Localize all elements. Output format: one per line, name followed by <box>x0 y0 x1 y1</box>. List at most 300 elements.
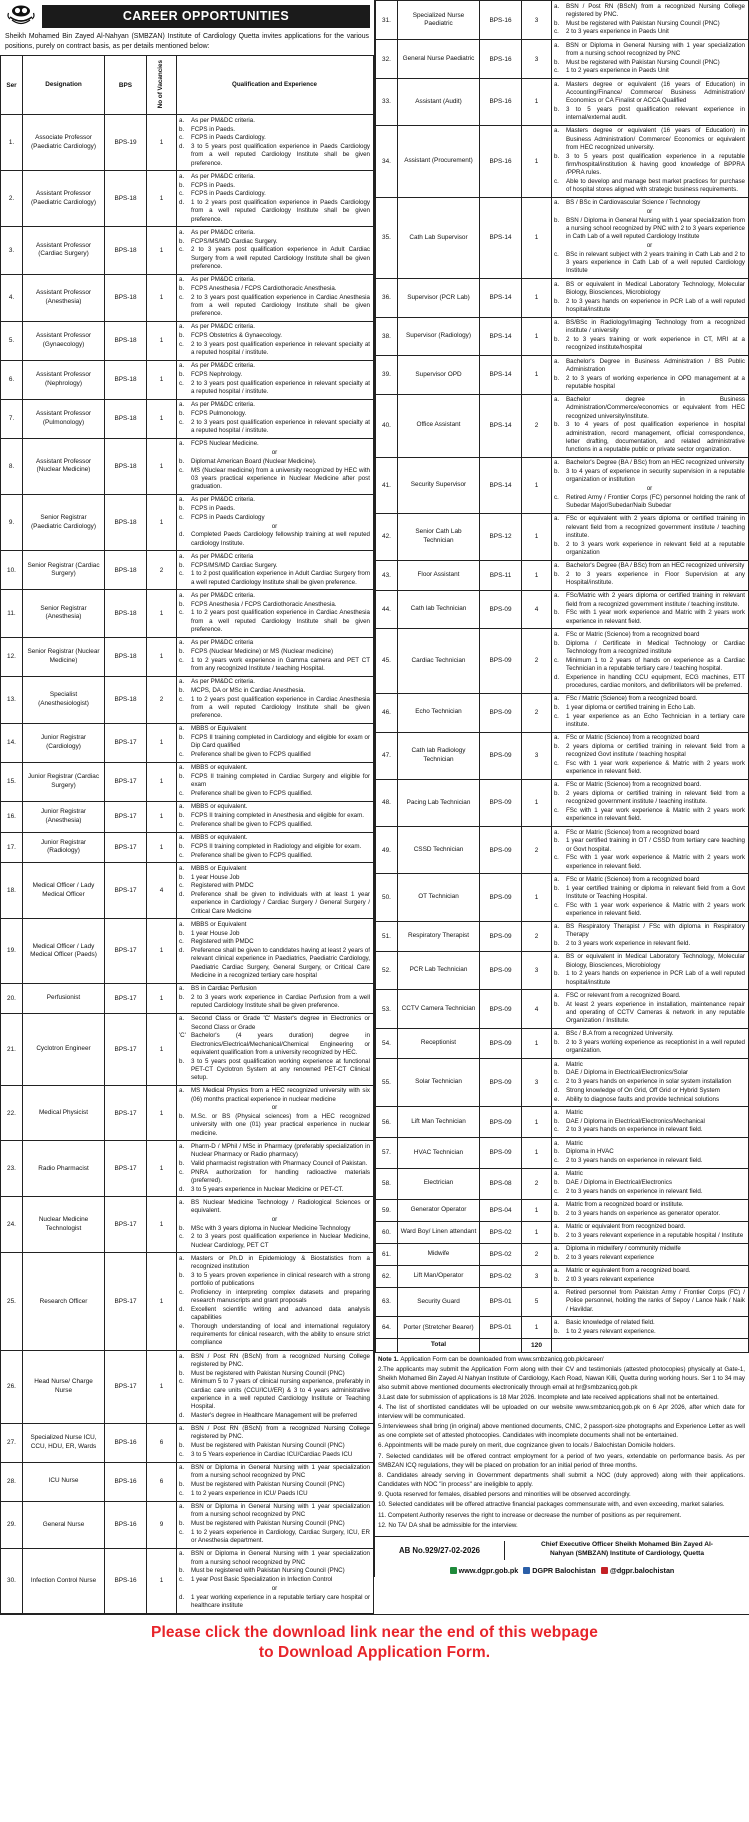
cell-ser: 33. <box>376 79 398 126</box>
qualification-marker: c. <box>179 851 184 859</box>
qualification-text: 2 to 3 years working experience as receptionist in a well reputed organization. <box>566 1039 745 1055</box>
cell-qualification <box>177 983 374 1013</box>
qualification-list <box>554 81 745 123</box>
qualification-item <box>179 891 370 916</box>
vacancy-table-right <box>375 0 749 1353</box>
qualification-text: MS (Nuclear medicine) from a university recognized by HEC with 03 years practical experience in Nuclear Medicine after post graduation. <box>191 466 370 491</box>
qualification-item <box>179 1481 370 1489</box>
qualification-text: 1 year House Job <box>191 873 240 881</box>
qualification-item <box>554 923 745 940</box>
cell-ser: 19. <box>1 919 23 983</box>
qualification-marker: a. <box>554 199 560 207</box>
cell-vacancies: 2 <box>522 394 552 457</box>
qualification-item <box>554 20 745 28</box>
table-row <box>376 1 749 40</box>
cell-designation: Junior Registrar (Radiology) <box>23 832 105 863</box>
cell-ser: 49. <box>376 827 398 874</box>
qualification-marker: b. <box>179 505 185 513</box>
qualification-list <box>179 803 370 829</box>
qualification-marker: a. <box>554 1289 560 1296</box>
qualification-list <box>554 1170 745 1196</box>
qualification-marker: b. <box>554 152 560 160</box>
qualification-marker: b. <box>554 742 560 750</box>
qualification-list <box>554 1289 745 1314</box>
table-row <box>376 317 749 356</box>
qualification-marker: c. <box>179 293 184 301</box>
cell-ser: 35. <box>376 197 398 278</box>
qualification-item <box>179 323 370 331</box>
cell-designation: Senior Registrar (Nuclear Medicine) <box>23 637 105 676</box>
cell-vacancies: 1 <box>147 832 177 863</box>
cell-bps: BPS-09 <box>480 1107 522 1138</box>
qualification-marker: a. <box>179 1254 185 1262</box>
qualification-item <box>179 648 370 656</box>
cell-qualification <box>177 590 374 637</box>
cell-designation: Midwife <box>398 1243 480 1265</box>
qualification-text: BS Nuclear Medicine Technology / Radiological Sciences or equivalent. <box>191 1198 370 1215</box>
qualification-text: Masters degree or equivalent (16 years of Education) in Accounting/Finance/ Commerce/ Business Administration/ Economics or CA Finalist or ACCA Qualified <box>566 80 745 104</box>
qualification-text: 3 to 5 years post qualification experience in a reputable firm/hospital/institution & having good knowledge of BPPRA /PPRA rules. <box>566 152 745 176</box>
table-row <box>376 79 749 126</box>
qualification-text: FSc / Matric (Science) from a recognized board. <box>566 695 698 702</box>
qualification-item <box>554 1245 745 1253</box>
cell-bps: BPS-16 <box>105 1501 147 1548</box>
cell-bps: BPS-02 <box>480 1265 522 1287</box>
cell-qualification <box>177 1423 374 1462</box>
cell-ser: 20. <box>1 983 23 1013</box>
qualification-item <box>179 562 370 570</box>
qualification-marker: a. <box>554 319 560 326</box>
qualification-list <box>179 1255 370 1348</box>
qualification-list <box>554 1223 745 1240</box>
cell-designation: Office Assistant <box>398 394 480 457</box>
cell-qualification <box>552 1199 749 1221</box>
cell-ser: 5. <box>1 321 23 360</box>
qualification-marker: d. <box>179 947 185 955</box>
qualification-marker: a. <box>179 172 185 180</box>
cell-qualification <box>177 1548 374 1613</box>
qualification-item <box>179 531 370 548</box>
qualification-text: BS in Cardiac Perfusion <box>191 985 257 993</box>
qualification-item <box>554 970 745 987</box>
cell-ser: 56. <box>376 1107 398 1138</box>
qualification-marker: b. <box>554 1209 560 1217</box>
cell-bps: BPS-16 <box>480 40 522 79</box>
cell-designation: Medical Officer / Lady Medical Officer (Paeds) <box>23 919 105 983</box>
qualification-item <box>179 821 370 829</box>
cell-bps: BPS-02 <box>480 1221 522 1243</box>
qualification-list <box>554 1245 745 1262</box>
qualification-list <box>179 921 370 980</box>
ceo-line-2: Nahyan (SMBZAN) Institute of Cardiology, Quetta <box>549 1550 705 1558</box>
qualification-text: At least 2 years experience in installation, maintenance repair and operating of CCTV Cameras & network in any reputable Organization / Institute. <box>566 1000 745 1024</box>
qualification-marker: b. <box>554 703 560 711</box>
qualification-item <box>554 59 745 67</box>
qualification-item <box>179 246 370 271</box>
cell-bps: BPS-17 <box>105 1013 147 1085</box>
qualification-item <box>554 1030 745 1038</box>
qualification-list <box>554 592 745 626</box>
cell-designation: Infection Control Nurse <box>23 1548 105 1613</box>
cell-designation: OT Technician <box>398 874 480 921</box>
column-header-designation: Designation <box>23 56 105 115</box>
qualification-list <box>554 876 745 918</box>
cell-qualification <box>177 274 374 321</box>
qualification-text: 2 years diploma or certified training in relevant field from a recognized Govt institute / teaching hospital <box>566 742 745 758</box>
qualification-text: Completed Paeds Cardiology fellowship training at well reputed cardiology Institute. <box>191 531 370 547</box>
qualification-marker: a. <box>179 678 185 686</box>
cell-bps: BPS-18 <box>105 637 147 676</box>
qualification-item <box>554 1179 745 1187</box>
qualification-list <box>179 1199 370 1250</box>
qualification-item <box>554 1061 745 1069</box>
qualification-item <box>554 1328 745 1336</box>
qualification-marker: c. <box>554 177 559 185</box>
qualification-marker: a. <box>179 920 185 928</box>
qualification-item <box>179 921 370 929</box>
qualification-marker: a. <box>179 764 185 772</box>
qualification-marker: a. <box>179 1015 185 1023</box>
cell-bps: BPS-17 <box>105 723 147 762</box>
cell-designation: Supervisor (PCR Lab) <box>398 279 480 318</box>
page-header <box>0 0 374 55</box>
qualification-marker: a. <box>179 864 185 872</box>
qualification-item <box>179 285 370 293</box>
cell-bps: BPS-18 <box>105 360 147 399</box>
website-link[interactable] <box>450 1566 519 1575</box>
qualification-item <box>179 553 370 561</box>
qualification-marker: a. <box>179 1464 185 1472</box>
cell-vacancies: 1 <box>147 321 177 360</box>
cell-ser: 32. <box>376 40 398 79</box>
qualification-list <box>179 834 370 860</box>
cell-vacancies: 1 <box>522 125 552 197</box>
qualification-list <box>554 923 745 948</box>
qualification-item <box>179 467 370 492</box>
qualification-text: Must be registered with Pakistan Nursing Council (PNC) <box>191 1481 345 1489</box>
qualification-item <box>179 1058 370 1083</box>
cell-ser: 8. <box>1 438 23 494</box>
cell-bps: BPS-09 <box>480 921 522 951</box>
qualification-item <box>554 1319 745 1327</box>
facebook-link[interactable] <box>523 1566 596 1575</box>
qualification-marker: b. <box>554 1327 560 1335</box>
cell-bps: BPS-16 <box>105 1462 147 1501</box>
qualification-text: 2 to 3 years post qualification experience in relevant specialty at a reputed hospital / institute. <box>191 379 370 396</box>
qualification-item <box>179 687 370 695</box>
qualification-text: BSN / Post RN (BScN) from a recognized Nursing College registered by PNC. <box>191 1425 370 1441</box>
qualification-marker: a. <box>179 1503 185 1511</box>
cell-designation: Solar Technician <box>398 1059 480 1107</box>
qualification-marker: b. <box>179 561 185 569</box>
cell-vacancies: 3 <box>522 1059 552 1107</box>
qualification-marker: a. <box>554 562 560 569</box>
qualification-marker: c. <box>554 493 559 501</box>
cell-designation: Cyclotron Engineer <box>23 1013 105 1085</box>
total-row <box>376 1339 749 1353</box>
qualification-marker: b. <box>179 600 185 608</box>
cell-qualification <box>177 1197 374 1253</box>
qualification-text: FSc with 1 year work experience & Matric with 2 years work experience in relevant field. <box>566 901 745 917</box>
table-header-row <box>1 56 374 115</box>
qualification-text: FCPS in Paeds. <box>191 505 236 513</box>
qualification-text: Preference shall be given to FCPS qualified. <box>191 820 313 828</box>
qualification-marker: a. <box>554 80 560 88</box>
qualification-marker: d. <box>179 143 185 151</box>
qualification-item <box>554 902 745 919</box>
qualification-text: Diploma / Certificate in Medical Technology or Cardiac Technology from a recognized institute <box>566 639 745 655</box>
globe-icon <box>450 1567 457 1574</box>
cell-designation: Assistant (Audit) <box>398 79 480 126</box>
qualification-text: Bachelor's Degree (BA / BSc) from an HEC recognized university <box>566 459 745 467</box>
qualification-marker: b. <box>554 1179 560 1186</box>
qualification-list <box>179 1353 370 1421</box>
cell-qualification <box>552 1 749 40</box>
cell-qualification <box>177 360 374 399</box>
qualification-text: 1 to 2 years experience in Paeds Unit <box>566 67 669 75</box>
table-body-left <box>1 115 374 1613</box>
cell-vacancies: 1 <box>522 317 552 356</box>
qualification-list <box>554 695 745 729</box>
cell-bps: BPS-14 <box>480 457 522 513</box>
table-row <box>1 762 374 801</box>
qualification-marker: b. <box>554 1039 560 1046</box>
cell-bps: BPS-16 <box>105 1423 147 1462</box>
qualification-item <box>554 609 745 626</box>
cell-designation: Porter (Stretcher Bearer) <box>398 1317 480 1339</box>
table-row <box>1 227 374 274</box>
qualification-item <box>179 1464 370 1481</box>
qualification-text: 1 to 2 years relevant experience. <box>566 1327 656 1335</box>
qualification-marker: b. <box>554 940 560 947</box>
qualification-item <box>179 1378 370 1411</box>
cell-ser: 14. <box>1 723 23 762</box>
youtube-link[interactable] <box>601 1566 675 1575</box>
cell-vacancies: 1 <box>522 1107 552 1138</box>
qualification-text: BS or equivalent in Medical Laboratory Technology, Molecular Biology, Biosciences, Microbiology <box>566 280 745 296</box>
cell-qualification <box>552 1059 749 1107</box>
qualification-marker: b. <box>554 1275 560 1283</box>
qualification-marker: a. <box>554 1170 560 1178</box>
cell-qualification <box>552 317 749 356</box>
cell-designation: ICU Nurse <box>23 1462 105 1501</box>
qualification-item <box>554 42 745 59</box>
qualification-item <box>554 1170 745 1178</box>
note-item: 7. Selected candidates will be offered contract employment for a period of two years, extendable on performance basis. As per SMBZAN ICQ regulations, they will be placed on probation for an initial period of three months. <box>378 1452 745 1469</box>
qualification-marker: b. <box>554 790 560 797</box>
footer-bar <box>375 1536 749 1563</box>
cell-qualification <box>552 197 749 278</box>
qualification-text: MCPS, DA or MSc in Cardiac Anesthesia. <box>191 686 306 694</box>
cell-qualification <box>177 1141 374 1197</box>
cell-vacancies: 1 <box>522 457 552 513</box>
advertisement-number: AB No.929/27-02-2026 <box>375 1541 505 1560</box>
cell-bps: BPS-12 <box>480 513 522 560</box>
table-row <box>376 279 749 318</box>
qualification-item <box>179 812 370 820</box>
cell-vacancies: 4 <box>522 990 552 1029</box>
qualification-text: M.Sc. or BS (Physical sciences) from a HEC recognized university with one (01) year practical experience in nuclear medicine. <box>191 1113 370 1137</box>
qualification-text: 2 to 3 years hands on experience as generator operator. <box>566 1209 721 1217</box>
table-row <box>376 990 749 1029</box>
cell-bps: BPS-09 <box>480 951 522 990</box>
cell-qualification <box>552 921 749 951</box>
qualification-marker: b. <box>554 837 560 845</box>
qualification-item <box>554 1188 745 1196</box>
note-item: 4. The list of shortlisted candidates will be uploaded on our website www.smbzanicq.gob.pk on 6 Apr 2026, after which date for interview will be communicated. <box>378 1404 745 1421</box>
qualification-text: BSc / B.A from a recognized University. <box>566 1030 674 1038</box>
qualification-list <box>554 358 745 392</box>
cell-vacancies: 1 <box>147 983 177 1013</box>
qualification-list <box>179 1550 370 1610</box>
qualification-text: DAE / Diploma in Electrical/Electronics <box>566 1179 672 1186</box>
qualification-text: BSc in relevant subject with 2 years training in Cath Lab and 2 to 3 years experience in Cath Lab of a well reputed Cardiology Institute <box>566 250 745 275</box>
cell-qualification <box>177 494 374 551</box>
qualification-text: Registered with PMDC <box>191 938 254 946</box>
qualification-text: MBBS or equivalent. <box>191 764 248 772</box>
qualification-marker: b. <box>179 332 185 340</box>
qualification-text: FSc with 1 year work experience & Matric with 2 years work experience in relevant field. <box>566 854 745 870</box>
cell-vacancies: 1 <box>522 197 552 278</box>
cell-vacancies: 1 <box>147 360 177 399</box>
qualification-text: 1 to 2 years experience in Cardiology, Cardiac Surgery, ICU, ER or Anesthesia department. <box>191 1528 370 1545</box>
qualification-text: BS or equivalent in Medical Laboratory Technology, Molecular Biology, Biosciences, Microbiology <box>566 953 745 969</box>
qualification-text: Bachelor's Degree (BA / BSc) from an HEC recognized university <box>566 562 745 569</box>
qualification-text: BS Respiratory Therapist / FSc with diploma in Respiratory Therapy <box>566 923 745 939</box>
qualification-text: FCPS/MS/MD Cardiac Surgery. <box>191 237 278 245</box>
table-row <box>376 457 749 513</box>
cell-vacancies: 2 <box>147 551 177 590</box>
qualification-text: 1 to 2 post qualification experience in Adult Cardiac Surgery from a well reputed Cardiology Institute shall be given preference. <box>191 570 370 586</box>
table-row <box>1 1462 374 1501</box>
cell-designation: Radio Pharmacist <box>23 1141 105 1197</box>
qualification-list <box>554 734 745 776</box>
qualification-marker: b. <box>179 1159 185 1167</box>
qualification-item <box>179 938 370 946</box>
qualification-marker: b. <box>179 371 185 379</box>
facebook-handle: DGPR Balochistan <box>532 1565 596 1575</box>
qualification-text: 2 to 3 years post qualification experience in relevant specialty at a reputed hospital / institute. <box>191 418 370 435</box>
cell-qualification <box>552 693 749 732</box>
qualification-text: Bachelor's (4 years duration) degree in Electronics/Electrical/Mechanical/Chemical Engineering or equivalent qualification from a university recognized by HEC. <box>191 1032 370 1056</box>
qualification-item <box>554 459 745 467</box>
qualification-text: Diploma in HVAC <box>566 1148 614 1156</box>
qualification-marker: b. <box>554 970 560 978</box>
cell-qualification <box>552 1028 749 1058</box>
qualification-marker: b. <box>554 1231 560 1239</box>
qualification-marker: a. <box>179 1550 185 1558</box>
qualification-item <box>554 876 745 884</box>
table-row <box>1 1423 374 1462</box>
qualification-list <box>554 562 745 587</box>
qualification-marker: b. <box>179 237 185 245</box>
qualification-text: BSN / Post RN (BScN) from a recognized Nursing College registered by PNC. <box>191 1352 370 1368</box>
qualification-text: Thorough understanding of local and international regulatory requirements for clinical research, with the ability to ensure strict compliance <box>191 1322 370 1347</box>
table-row <box>1 1013 374 1085</box>
qualification-text: As per PM&DC criteria. <box>191 678 255 686</box>
table-row <box>376 40 749 79</box>
cell-designation: Security Guard <box>398 1287 480 1317</box>
qualification-marker: c. <box>179 1288 184 1296</box>
cell-bps: BPS-09 <box>480 1138 522 1169</box>
cell-qualification <box>177 801 374 832</box>
qualification-list <box>554 459 745 510</box>
qualification-marker: a. <box>554 953 560 961</box>
qualification-marker: a. <box>554 1201 560 1208</box>
qualification-item <box>554 760 745 777</box>
qualification-list <box>179 362 370 396</box>
qualification-text: 2 to 3 years training or work experience in CT, MRI at a recognized institute/hospital <box>566 336 745 352</box>
cell-ser: 29. <box>1 1501 23 1548</box>
cell-designation: Associate Professor (Paediatric Cardiology) <box>23 115 105 171</box>
cell-qualification <box>552 79 749 126</box>
qualification-item <box>179 696 370 721</box>
banner-title: CAREER OPPORTUNITIES <box>42 5 370 28</box>
qualification-marker: c. <box>554 854 559 862</box>
cell-vacancies: 2 <box>147 676 177 723</box>
cell-qualification <box>177 1085 374 1141</box>
header-top-row <box>4 3 370 29</box>
qualification-list <box>554 1267 745 1284</box>
qualification-item <box>554 837 745 854</box>
cell-qualification <box>552 1287 749 1317</box>
qualification-text: FCPS II training completed in Cardiology and eligible for exam or Dip Card qualified <box>191 734 370 750</box>
qualification-item <box>554 81 745 106</box>
cell-vacancies: 1 <box>522 356 552 395</box>
qualification-item <box>179 734 370 751</box>
cell-bps: BPS-09 <box>480 629 522 693</box>
cell-ser: 46. <box>376 693 398 732</box>
cell-bps: BPS-17 <box>105 919 147 983</box>
cell-bps: BPS-16 <box>480 125 522 197</box>
cell-ser: 34. <box>376 125 398 197</box>
qualification-item <box>554 829 745 837</box>
cell-qualification <box>552 1107 749 1138</box>
qualification-marker: a. <box>179 639 185 647</box>
table-row <box>1 115 374 171</box>
cell-qualification <box>552 1138 749 1169</box>
cell-bps: BPS-18 <box>105 227 147 274</box>
cell-bps: BPS-14 <box>480 356 522 395</box>
qualification-item <box>179 930 370 938</box>
cell-bps: BPS-09 <box>480 827 522 874</box>
qualification-item <box>554 1223 745 1231</box>
qualification-marker: b. <box>179 1271 185 1279</box>
cell-bps: BPS-17 <box>105 832 147 863</box>
qualification-text: FCPS in Paeds Cardiology. <box>191 134 266 142</box>
qualification-text: 2 to 3 years post qualification experience in Nuclear Medicine, Nuclear Cardiology, PET CT <box>191 1233 370 1249</box>
website-url: www.dgpr.gob.pk <box>458 1565 519 1575</box>
cell-ser: 42. <box>376 513 398 560</box>
qualification-item <box>179 985 370 993</box>
cell-designation: Cath lab Technician <box>398 590 480 629</box>
cell-designation: Specialized Nurse Paediatric <box>398 1 480 40</box>
qualification-text: Retired Army / Frontier Corps (FC) personnel holding the rank of Subedar Major/Subedar/Naib Subedar <box>566 493 745 509</box>
cell-vacancies: 1 <box>522 779 552 826</box>
ceo-line-1: Chief Executive Officer Sheikh Mohamed Bin Zayed Al- <box>541 1541 713 1549</box>
cell-designation: Junior Registrar (Anesthesia) <box>23 801 105 832</box>
qualification-text: Masters or Ph.D in Epidemiology & Biostatistics from a recognized institution <box>191 1254 370 1271</box>
cell-designation: Electrician <box>398 1168 480 1199</box>
qualification-item <box>554 1109 745 1117</box>
qualification-marker: c. <box>179 340 184 348</box>
cell-ser: 27. <box>1 1423 23 1462</box>
qualification-item <box>179 865 370 873</box>
cell-qualification <box>177 832 374 863</box>
cell-bps: BPS-18 <box>105 399 147 438</box>
cell-qualification <box>552 874 749 921</box>
cell-designation: Senior Registrar (Paediatric Cardiology) <box>23 494 105 551</box>
